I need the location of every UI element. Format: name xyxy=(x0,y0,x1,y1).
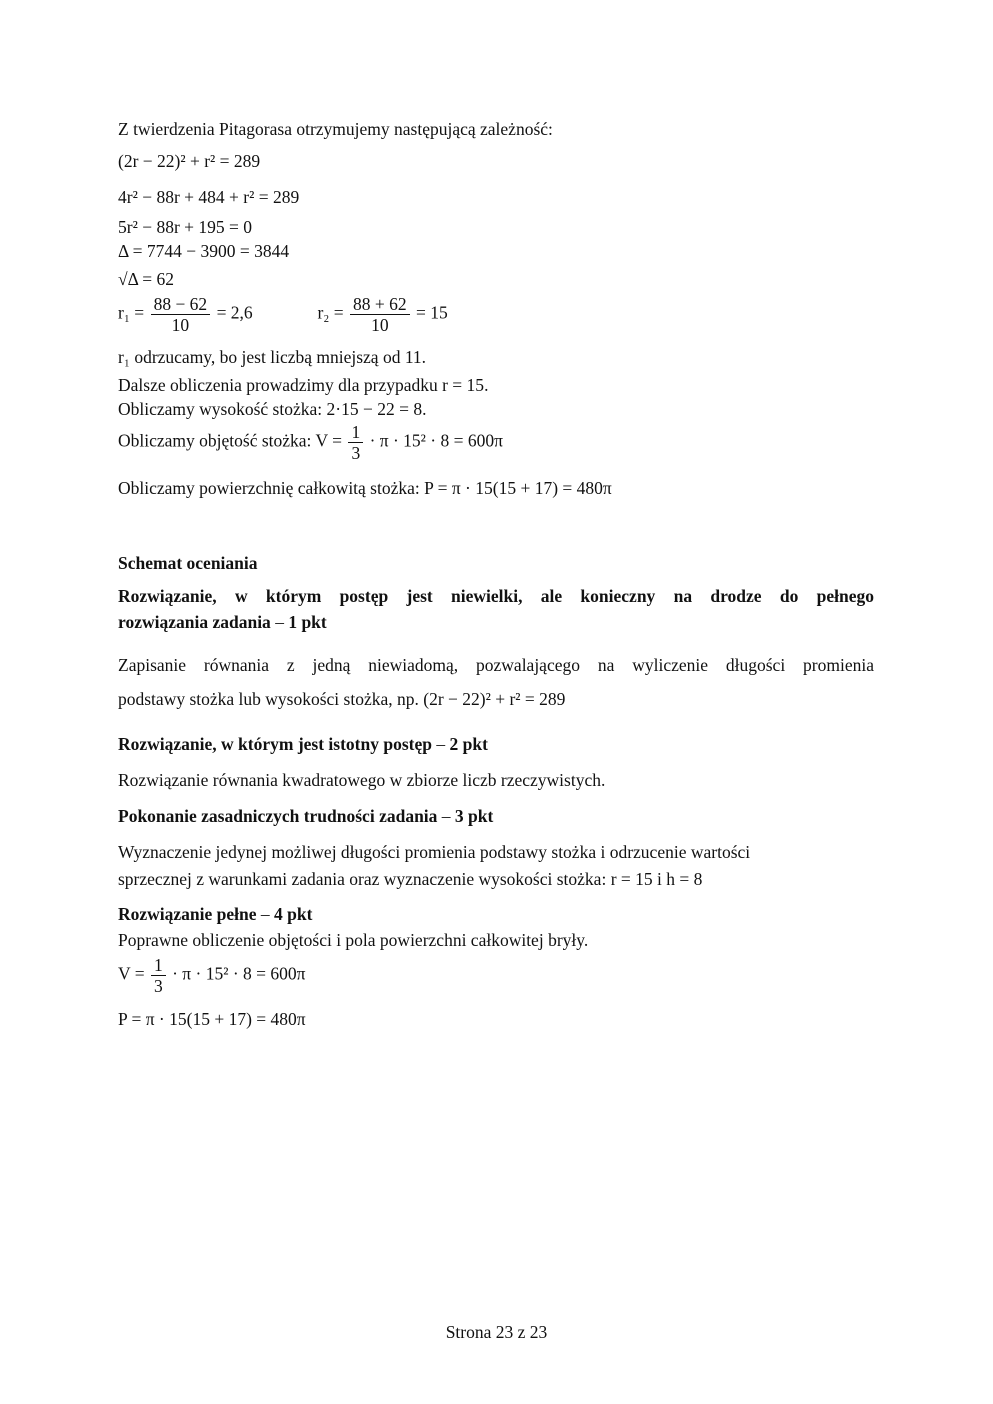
level1-heading-text: rozwiązania zadania xyxy=(118,612,271,632)
page-footer: Strona 23 z 23 xyxy=(445,1322,548,1342)
height-math: 2·15 − 22 = 8 xyxy=(326,399,423,419)
volume-numerator: 1 xyxy=(348,422,363,443)
r1-fraction xyxy=(151,294,211,335)
level2-heading-text: Rozwiązanie, w którym jest istotny postęp xyxy=(118,734,432,754)
intro-text: Z twierdzenia Pitagorasa otrzymujemy następującą zależność: xyxy=(118,119,553,139)
level4-v-numerator: 1 xyxy=(151,955,166,976)
equation-2: 4r² − 88r + 484 + r² = 289 xyxy=(118,187,300,207)
volume-rhs: · π · 15² · 8 = 600π xyxy=(369,430,503,451)
level1-math: (2r − 22)² + r² = 289 xyxy=(423,689,566,709)
equation-4: Δ = 7744 − 3900 = 3844 xyxy=(118,241,290,261)
level1-heading-line2 xyxy=(118,611,327,633)
level3-desc-text: sprzecznej z warunkami zadania oraz wyznaczenie wysokości stożka: xyxy=(118,869,607,889)
level4-area: P = π · 15(15 + 17) = 480π xyxy=(118,1009,306,1029)
level4-points: 4 pkt xyxy=(274,904,313,924)
level4-heading-text: Rozwiązanie pełne xyxy=(118,904,257,924)
level3-heading-text: Pokonanie zasadniczych trudności zadania xyxy=(118,806,438,826)
level4-volume xyxy=(118,955,305,996)
height-text: Obliczamy wysokość stożka: xyxy=(118,399,323,419)
level3-desc-line1: Wyznaczenie jedynej możliwej długości promienia podstawy stożka i odrzucenie wartości xyxy=(118,842,751,862)
level3-dash: – xyxy=(441,806,451,826)
area-line xyxy=(118,477,612,499)
volume-line xyxy=(118,422,503,463)
volume-denominator: 3 xyxy=(351,443,361,463)
level1-heading-line1: Rozwiązanie, w którym postęp jest niewielki, ale konieczny na drodze do pełnego xyxy=(118,586,874,606)
r2-label: r₂ = xyxy=(317,302,344,323)
further-line: Dalsze obliczenia prowadzimy dla przypadku r = 15. xyxy=(118,375,489,395)
further-text: Dalsze obliczenia prowadzimy dla przypadku xyxy=(118,375,438,395)
reject-line xyxy=(118,346,426,368)
equation-1: (2r − 22)² + r² = 289 xyxy=(118,151,261,171)
level3-heading xyxy=(118,805,493,827)
reject-text: odrzucamy, bo jest liczbą mniejszą od 11. xyxy=(134,347,427,367)
level3-math: r = 15 i h = 8 xyxy=(610,869,703,889)
level1-desc-line2 xyxy=(118,688,565,710)
level1-dash: – xyxy=(275,612,284,632)
reject-variable: r₁ xyxy=(118,347,130,367)
r2-fraction xyxy=(350,294,410,335)
r2-denominator: 10 xyxy=(371,315,389,335)
height-line: Obliczamy wysokość stożka: 2·15 − 22 = 8. xyxy=(118,399,427,419)
further-math: r = 15 xyxy=(442,375,485,395)
level3-points: 3 pkt xyxy=(454,806,494,826)
volume-fraction xyxy=(348,422,363,463)
level4-v-denominator: 3 xyxy=(153,976,163,996)
volume-lhs: V = xyxy=(315,430,343,451)
level2-heading xyxy=(118,733,488,755)
level4-desc: Poprawne obliczenie objętości i pola powierzchni całkowitej bryły. xyxy=(118,930,589,950)
r2-result: = 15 xyxy=(416,302,448,323)
level3-desc-line2 xyxy=(118,868,702,890)
level2-points: 2 pkt xyxy=(449,734,488,754)
level4-dash: – xyxy=(260,904,270,924)
level1-points: 1 pkt xyxy=(288,612,327,632)
equation-5: √Δ = 62 xyxy=(118,269,175,289)
equation-3: 5r² − 88r + 195 = 0 xyxy=(118,217,253,237)
level4-v-lhs: V = xyxy=(118,963,145,984)
r1-denominator: 10 xyxy=(171,315,190,335)
level1-desc-line1: Zapisanie równania z jedną niewiadomą, pozwalającego na wyliczenie długości promienia xyxy=(118,655,874,675)
level2-desc: Rozwiązanie równania kwadratowego w zbiorze liczb rzeczywistych. xyxy=(118,770,606,790)
level4-v-fraction xyxy=(151,955,166,996)
level4-heading xyxy=(118,903,312,925)
area-math: P = π · 15(15 + 17) = 480π xyxy=(424,478,612,498)
level4-v-rhs: · π · 15² · 8 = 600π xyxy=(172,963,306,984)
level2-dash: – xyxy=(436,734,446,754)
r1-result: = 2,6 xyxy=(216,302,253,323)
scheme-title: Schemat oceniania xyxy=(118,553,258,573)
r1-label: r₁ = xyxy=(118,302,145,323)
area-text: Obliczamy powierzchnię całkowitą stożka: xyxy=(118,478,420,498)
r1-numerator: 88 − 62 xyxy=(151,294,211,315)
level1-desc-text: podstawy stożka lub wysokości stożka, np. xyxy=(118,689,419,709)
r2-numerator: 88 + 62 xyxy=(350,294,410,315)
roots-line xyxy=(118,294,448,335)
volume-text: Obliczamy objętość stożka: xyxy=(118,430,312,451)
